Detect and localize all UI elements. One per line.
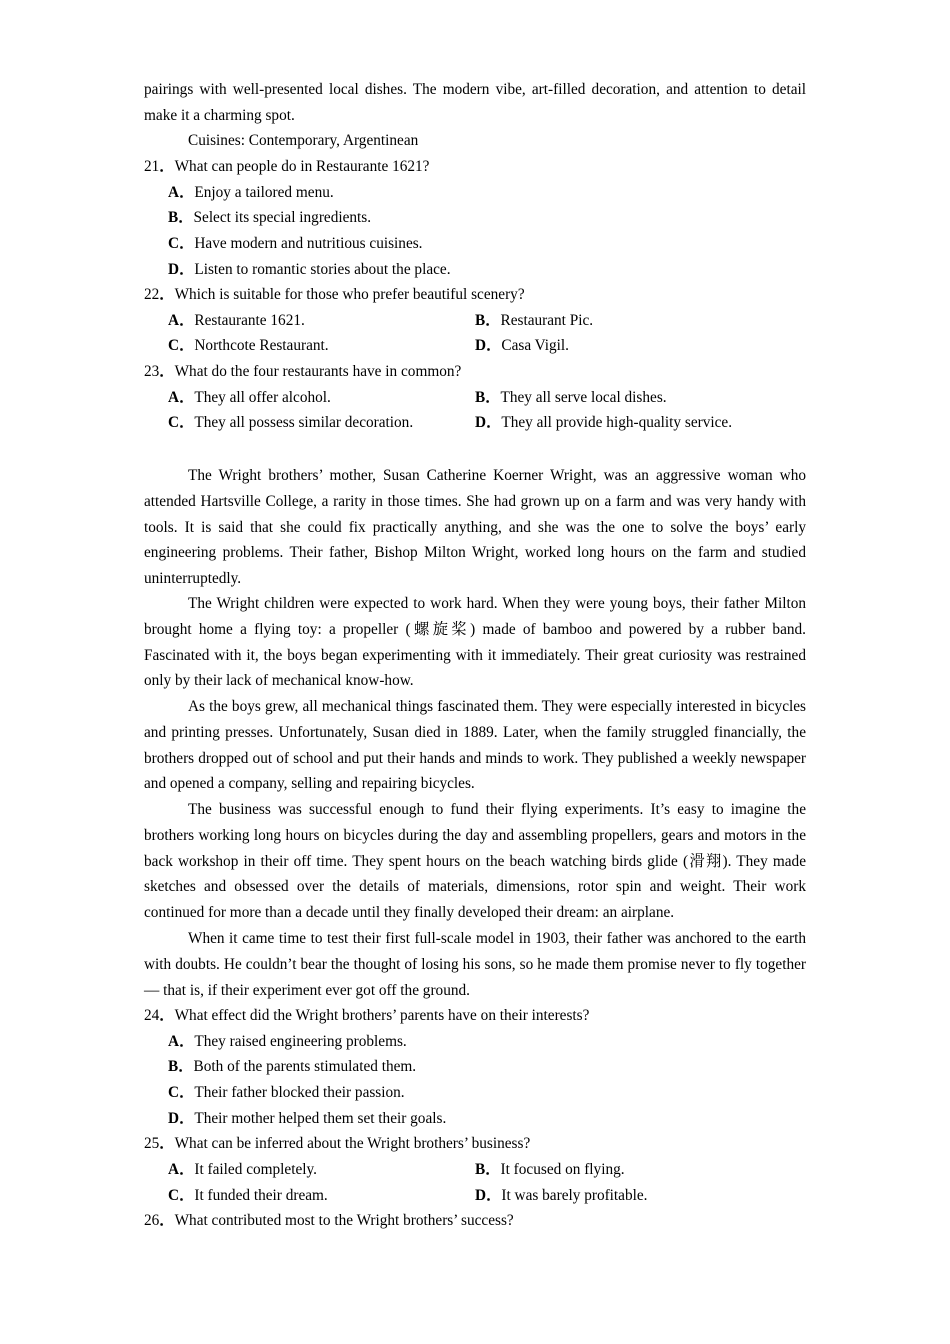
question-22 (144, 285, 525, 305)
option-text: They all serve local dishes. (500, 389, 667, 406)
option-22-d (475, 336, 569, 356)
option-22-c (168, 336, 329, 356)
option-letter: D (475, 337, 487, 354)
option-letter: B (168, 209, 179, 226)
question-stem: What effect did the Wright brothers’ parents have on their interests? (174, 1007, 590, 1024)
option-dot: ． (485, 312, 501, 329)
option-dot: ． (178, 1058, 194, 1075)
option-dot: ． (486, 1187, 502, 1204)
option-dot: ． (179, 1161, 195, 1178)
question-stem: What contributed most to the Wright brothers’ success? (174, 1212, 514, 1229)
option-25-b (475, 1160, 625, 1180)
question-stem: What can people do in Restaurante 1621? (174, 158, 430, 175)
option-dot: ． (179, 414, 195, 431)
option-dot: ． (179, 184, 195, 201)
option-letter: C (168, 337, 180, 354)
option-letter: A (168, 389, 180, 406)
passage-paragraph-1: The Wright brothers’ mother, Susan Catherine Koerner Wright, was an aggressive woman who attended Hartsville College, a rarity in those times. She had grown up on a farm and was very handy with tools. It is said that she could fix practically anything, and she was the one to solve the boys’ early engineering problems. Their father, Bishop Milton Wright, worked long hours on the farm and studied uninterruptedly. (144, 467, 806, 588)
option-25-c (168, 1186, 328, 1206)
option-letter: C (168, 1187, 180, 1204)
option-letter: D (168, 1110, 180, 1127)
question-number: 22 (144, 286, 160, 303)
option-text: It focused on flying. (500, 1161, 625, 1178)
option-dot: ． (178, 209, 194, 226)
question-number: 23 (144, 363, 160, 380)
option-text: Restaurant Pic. (500, 312, 594, 329)
option-text: Have modern and nutritious cuisines. (194, 235, 423, 252)
option-dot: ． (179, 389, 195, 406)
question-dot: ． (159, 1007, 175, 1024)
question-dot: ． (159, 1135, 175, 1152)
option-dot: ． (179, 1084, 195, 1101)
option-21-d (168, 260, 451, 280)
option-24-c (168, 1083, 405, 1103)
option-dot: ． (486, 414, 502, 431)
option-24-d (168, 1109, 446, 1129)
option-dot: ． (486, 337, 502, 354)
question-dot: ． (159, 286, 175, 303)
option-text: It failed completely. (194, 1161, 317, 1178)
option-letter: A (168, 184, 180, 201)
question-stem: What do the four restaurants have in common? (174, 363, 462, 380)
option-text: Restaurante 1621. (194, 312, 305, 329)
option-letter: C (168, 1084, 180, 1101)
option-text: Listen to romantic stories about the place. (194, 261, 451, 278)
option-25-d (475, 1186, 648, 1206)
option-21-b (168, 208, 371, 228)
option-letter: D (168, 261, 180, 278)
option-text: They all possess similar decoration. (194, 414, 414, 431)
option-letter: C (168, 414, 180, 431)
passage-paragraph-3: As the boys grew, all mechanical things fascinated them. They were especially interested in bicycles and printing presses. Unfortunately, Susan died in 1889. Later, when the family struggled financially, the brothers dropped out of school and put their hands and minds to work. They published a weekly newspaper and opened a company, selling and repairing bicycles. (144, 698, 806, 793)
question-number: 24 (144, 1007, 160, 1024)
question-number: 25 (144, 1135, 160, 1152)
option-dot: ． (485, 1161, 501, 1178)
question-number: 21 (144, 158, 160, 175)
option-text: They all provide high-quality service. (501, 414, 733, 431)
option-dot: ． (179, 312, 195, 329)
option-text: It was barely profitable. (501, 1187, 648, 1204)
question-25 (144, 1134, 530, 1154)
option-text: Northcote Restaurant. (194, 337, 329, 354)
option-21-c (168, 234, 423, 254)
question-dot: ． (159, 158, 175, 175)
question-dot: ． (159, 1212, 175, 1229)
option-text: They raised engineering problems. (194, 1033, 407, 1050)
option-letter: D (475, 1187, 487, 1204)
question-24 (144, 1006, 589, 1026)
option-letter: A (168, 312, 180, 329)
option-dot: ． (179, 261, 195, 278)
option-25-a (168, 1160, 317, 1180)
passage-paragraph-4: The business was successful enough to fund their flying experiments. It’s easy to imagine the brothers working long hours on bicycles during the day and assembling propellers, gears and motors in the back workshop in their off time. They spent hours on the beach watching birds glide (滑翔). They made sketches and obsessed over the details of materials, dimensions, rotor spin and weight. Their work continued for more than a decade until they finally developed their dream: an airplane. (144, 801, 806, 922)
option-letter: D (475, 414, 487, 431)
option-letter: B (475, 389, 486, 406)
option-letter: C (168, 235, 180, 252)
option-text: They all offer alcohol. (194, 389, 331, 406)
option-24-a (168, 1032, 407, 1052)
cuisines-line: Cuisines: Contemporary, Argentinean (188, 132, 419, 149)
option-dot: ． (179, 337, 195, 354)
question-23 (144, 362, 461, 382)
question-26 (144, 1211, 514, 1231)
option-21-a (168, 183, 334, 203)
option-23-a (168, 388, 331, 408)
option-letter: B (168, 1058, 179, 1075)
option-23-c (168, 413, 413, 433)
option-text: Their father blocked their passion. (194, 1084, 405, 1101)
option-22-b (475, 311, 593, 331)
option-letter: B (475, 1161, 486, 1178)
option-text: Select its special ingredients. (193, 209, 372, 226)
option-letter: A (168, 1161, 180, 1178)
option-24-b (168, 1057, 416, 1077)
question-stem: What can be inferred about the Wright brothers’ business? (174, 1135, 531, 1152)
question-number: 26 (144, 1212, 160, 1229)
option-dot: ． (179, 1033, 195, 1050)
option-text: Both of the parents stimulated them. (193, 1058, 417, 1075)
question-dot: ． (159, 363, 175, 380)
passage-paragraph-2: The Wright children were expected to work hard. When they were young boys, their father Milton brought home a flying toy: a propeller (螺旋桨) made of bamboo and powered by a rubber band. Fascinated with it, the boys began experimenting with it immediately. Their great curiosity was restrained only by their lack of mechanical know-how. (144, 595, 806, 690)
option-dot: ． (179, 1110, 195, 1127)
option-text: Their mother helped them set their goals. (194, 1110, 447, 1127)
passage-c-tail: pairings with well-presented local dishes. The modern vibe, art-filled decoration, and attention to detail make it a charming spot. (144, 81, 806, 124)
option-text: It funded their dream. (194, 1187, 328, 1204)
option-23-b (475, 388, 667, 408)
option-22-a (168, 311, 305, 331)
option-text: Casa Vigil. (501, 337, 570, 354)
option-dot: ． (179, 1187, 195, 1204)
option-letter: B (475, 312, 486, 329)
passage-paragraph-5: When it came time to test their first full-scale model in 1903, their father was anchored to the earth with doubts. He couldn’t bear the thought of losing his sons, so he made them promise never to fly together — that is, if their experiment ever got off the ground. (144, 930, 806, 999)
option-dot: ． (485, 389, 501, 406)
option-text: Enjoy a tailored menu. (194, 184, 334, 201)
question-21 (144, 157, 429, 177)
question-stem: Which is suitable for those who prefer beautiful scenery? (174, 286, 525, 303)
option-dot: ． (179, 235, 195, 252)
option-letter: A (168, 1033, 180, 1050)
option-23-d (475, 413, 732, 433)
